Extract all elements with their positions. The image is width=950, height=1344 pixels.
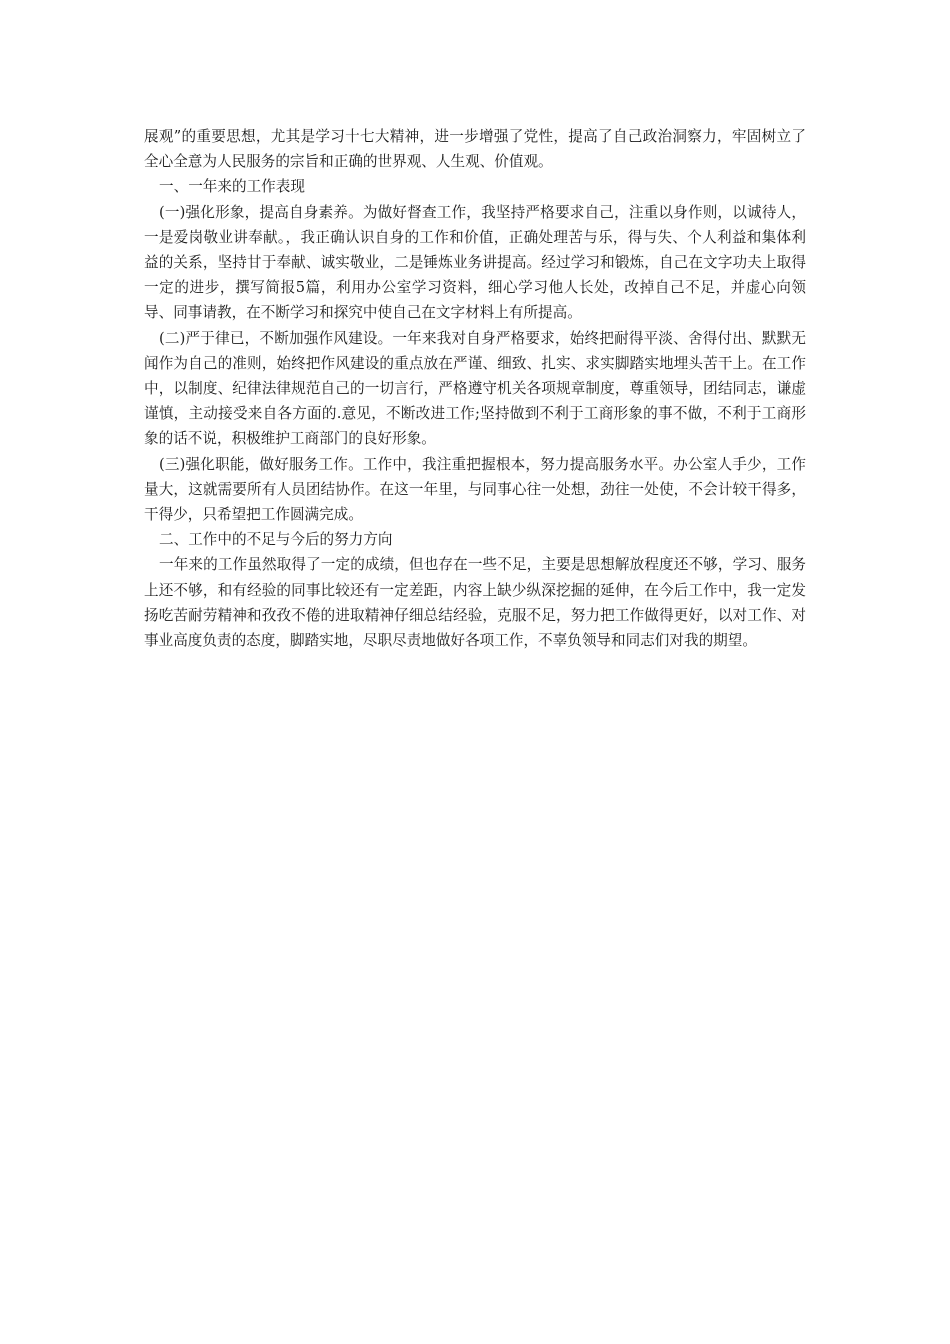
section-1-2-paragraph: (二)严于律已，不断加强作风建设。一年来我对自身严格要求，始终把耐得平淡、舍得付出、默默无闻作为自己的准则，始终把作风建设的重点放在严谨、细致、扎实、求实脚踏实地埋头苦干上。在工作中，以制度、纪律法律规范自己的一切言行，严格遵守机关各项规章制度，尊重领导，团结同志，谦虚谨慎，主动接受来自各方面的.意见，不断改进工作;坚持做到不利于工商形象的事不做，不利于工商形象的话不说，积极维护工商部门的良好形象。 bbox=[144, 329, 806, 448]
section-1-3-paragraph: (三)强化职能，做好服务工作。工作中，我注重把握根本，努力提高服务水平。办公室人手少，工作量大，这就需要所有人员团结协作。在这一年里，与同事心往一处想，劲往一处使，不会计较干得多，干得少，只希望把工作圆满完成。 bbox=[144, 455, 806, 524]
intro-continuation-paragraph: 展观”的重要思想，尤其是学习十七大精神，进一步增强了党性，提高了自己政治洞察力，牢固树立了全心全意为人民服务的宗旨和正确的世界观、人生观、价值观。 bbox=[144, 128, 806, 171]
section-heading-shortcomings: 二、工作中的不足与今后的努力方向 bbox=[159, 531, 393, 549]
section-1-1-paragraph: (一)强化形象，提高自身素养。为做好督查工作，我坚持严格要求自己，注重以身作则，以诚待人，一是爱岗敬业讲奉献。，我正确认识自身的工作和价值，正确处理苦与乐，得与失、个人利益和集体利益的关系，坚持甘于奉献、诚实敬业，二是锤炼业务讲提高。经过学习和锻炼，自己在文字功夫上取得一定的进步，撰写简报5篇，利用办公室学习资料，细心学习他人长处，改掉自己不足，并虚心向领导、同事请教，在不断学习和探究中使自己在文字材料上有所提高。 bbox=[144, 203, 806, 322]
document-page bbox=[144, 124, 806, 653]
section-2-body-paragraph: 一年来的工作虽然取得了一定的成绩，但也存在一些不足，主要是思想解放程度还不够，学习、服务上还不够，和有经验的同事比较还有一定差距，内容上缺少纵深挖掘的延伸，在今后工作中，我一定发扬吃苦耐劳精神和孜孜不倦的进取精神仔细总结经验，克服不足，努力把工作做得更好，以对工作、对事业高度负责的态度，脚踏实地，尽职尽责地做好各项工作，不辜负领导和同志们对我的期望。 bbox=[144, 556, 806, 650]
section-heading-work-performance: 一、一年来的工作表现 bbox=[159, 178, 305, 196]
